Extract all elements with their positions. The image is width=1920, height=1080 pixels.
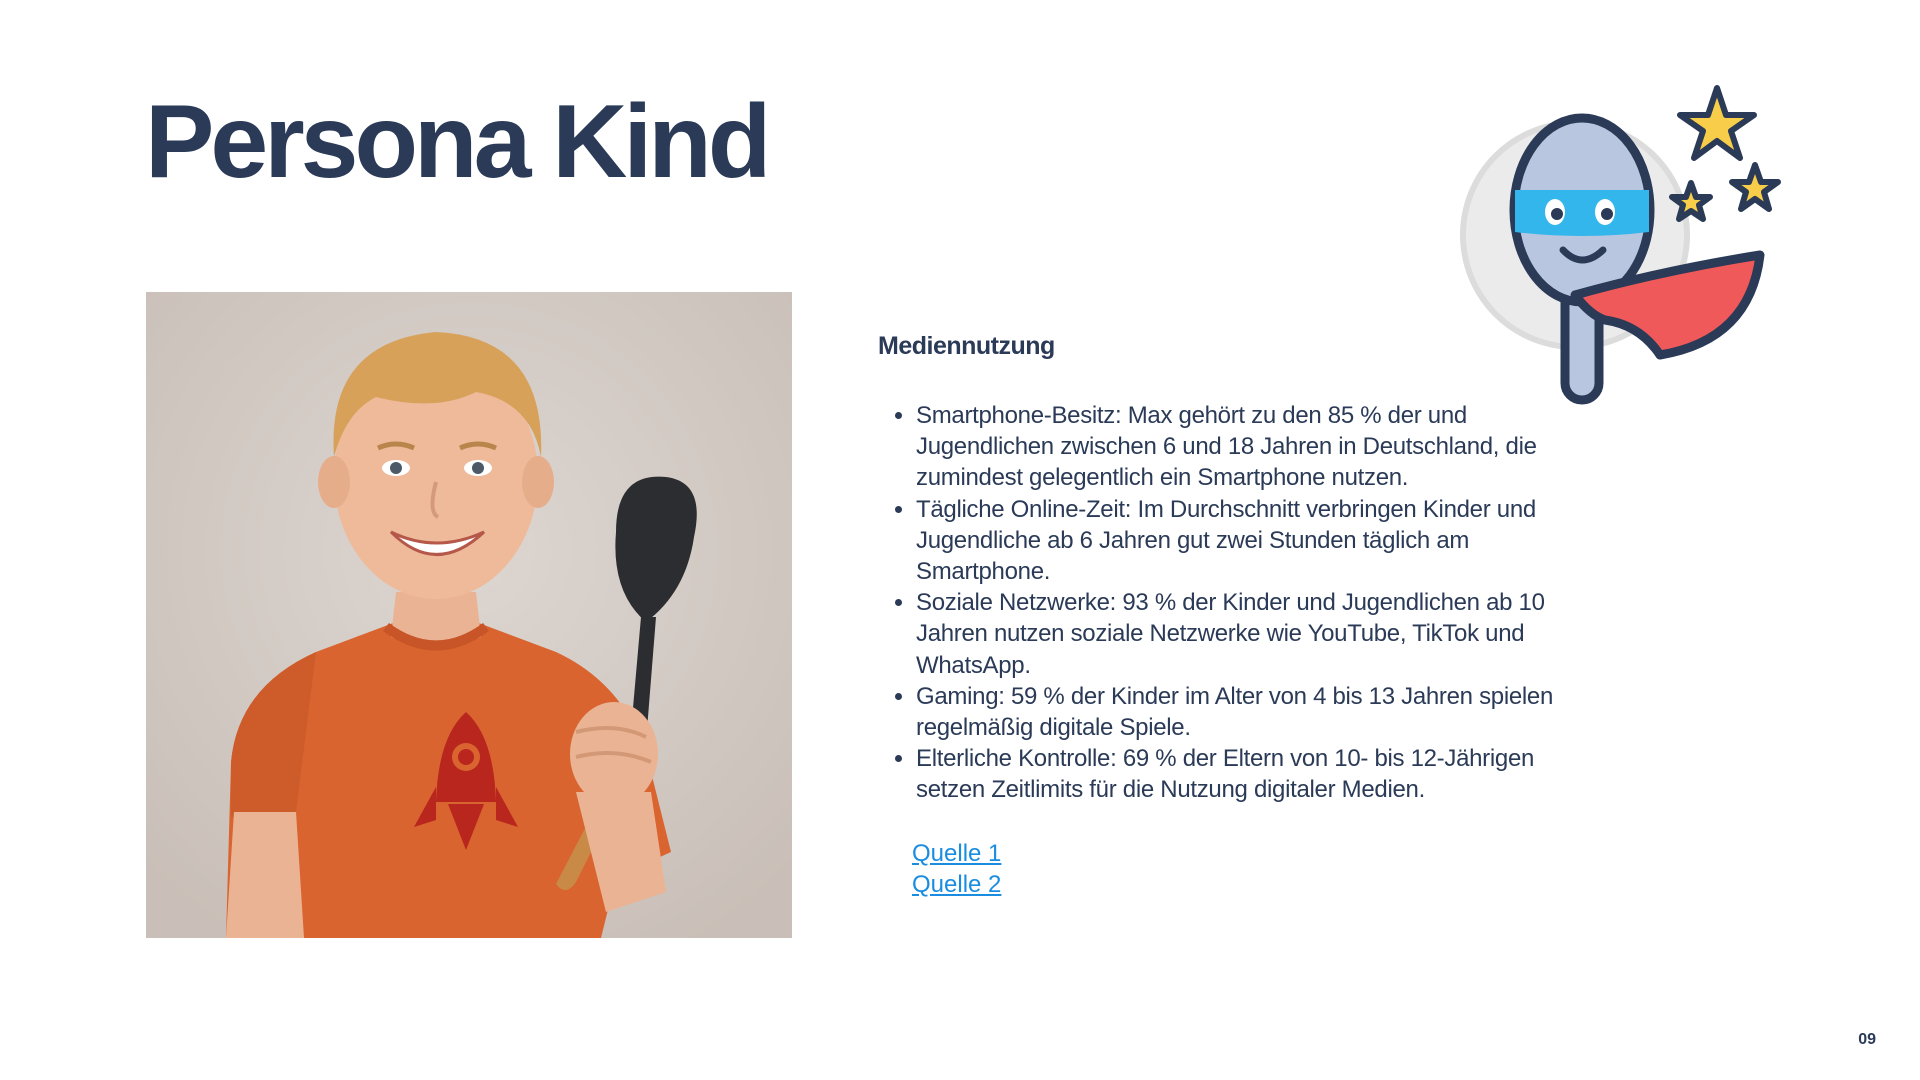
list-item: • Gaming: 59 % der Kinder im Alter von 4 bis 13 Jahren spielen regelmäßig digitale Spiele. [916,681,1578,743]
list-item: • Smartphone-Besitz: Max gehört zu den 85 % der und Jugendlichen zwischen 6 und 18 Jahren in Deutschland, die zumindest gelegentlich ein Smartphone nutzen. [916,400,1578,494]
sources [878,838,1578,900]
source-link-1[interactable]: Quelle 1 [912,839,1002,867]
list-item: • Soziale Netzwerke: 93 % der Kinder und Jugendlichen ab 10 Jahren nutzen soziale Netzwerke wie YouTube, TikTok und WhatsApp. [916,587,1578,681]
section-heading: Mediennutzung [878,332,1055,360]
slide-title: Persona Kind [145,84,768,200]
media-usage-section [878,330,1578,900]
list-item: • Elterliche Kontrolle: 69 % der Eltern von 10- bis 12-Jährigen setzen Zeitlimits für die Nutzung digitaler Medien. [916,743,1578,805]
media-usage-list [878,400,1578,806]
page-number: 09 [1858,1031,1876,1048]
list-item: • Tägliche Online-Zeit: Im Durchschnitt verbringen Kinder und Jugendliche ab 6 Jahren gut zwei Stunden täglich am Smartphone. [916,494,1578,588]
boy-holding-spatula-photo [146,292,792,938]
persona-photo [146,292,792,938]
source-link-2[interactable]: Quelle 2 [912,870,1002,898]
